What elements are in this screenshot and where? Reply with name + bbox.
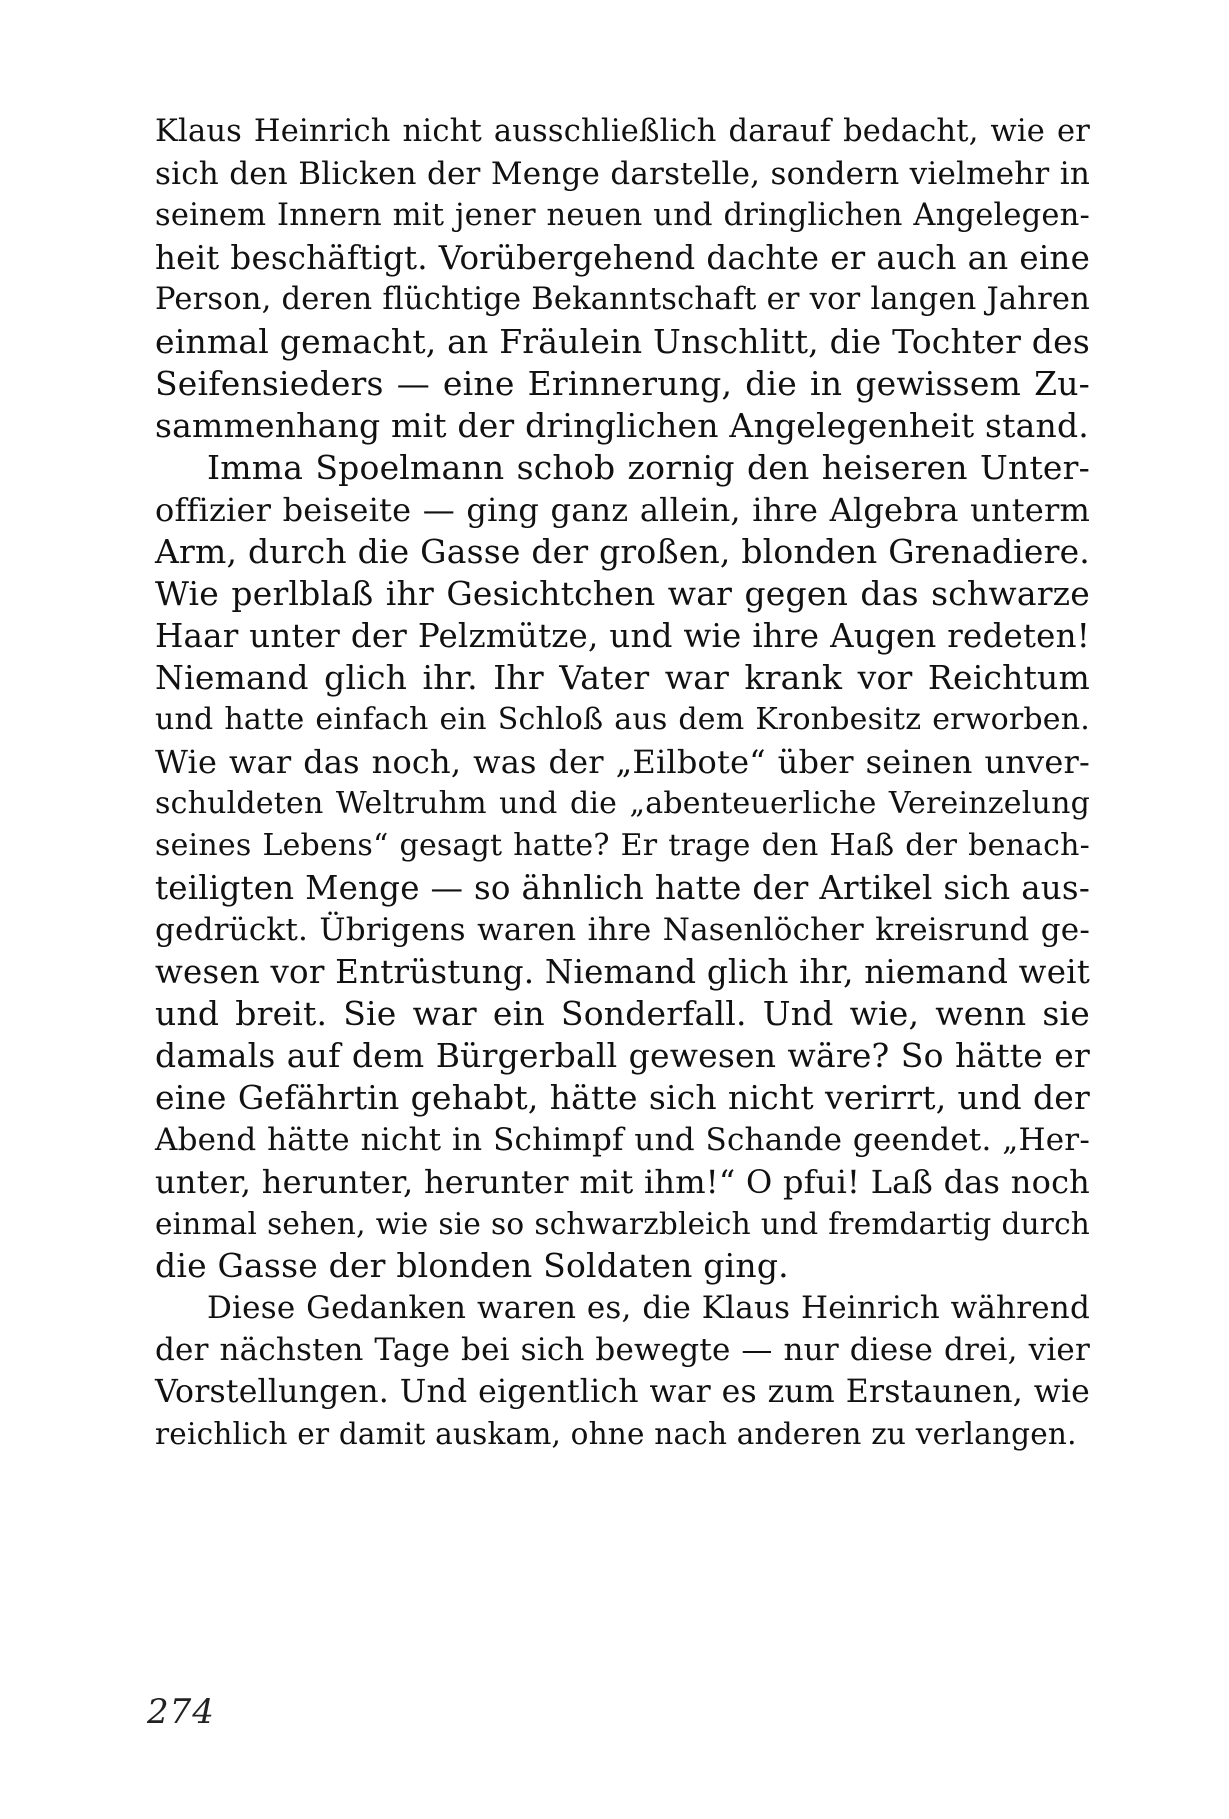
text-line: Person, deren flüchtige Bekanntschaft er vor langen Jahren <box>155 282 1090 317</box>
text-line: unter, herunter, herunter mit ihm!“ O pfui! Laß das noch <box>155 1163 1090 1201</box>
text-line: wesen vor Entrüstung. Niemand glich ihr, niemand weit <box>155 953 1090 991</box>
text-line: Wie war das noch, was der „Eilbote“ über seinen unver- <box>155 743 1090 781</box>
text-line: offizier beiseite — ging ganz allein, ihre Algebra unterm <box>155 491 1090 529</box>
text-line: reichlich er damit auskam, ohne nach anderen zu verlangen. <box>155 1417 1077 1451</box>
text-line: damals auf dem Bürgerball gewesen wäre? So hätte er <box>155 1036 1090 1075</box>
text-line: Diese Gedanken waren es, die Klaus Heinrich während <box>207 1290 1090 1326</box>
text-line: und breit. Sie war ein Sonderfall. Und wie, wenn sie <box>155 994 1090 1033</box>
text-line: Arm, durch die Gasse der großen, blonden Grenadiere. <box>155 532 1090 571</box>
text-line: einmal gemacht, an Fräulein Unschlitt, die Tochter des <box>155 322 1090 361</box>
text-line: Abend hätte nicht in Schimpf und Schande geendet. „Her- <box>155 1122 1090 1158</box>
text-line: Imma Spoelmann schob zornig den heiseren Unter- <box>207 448 1090 487</box>
text-line: schuldeten Weltruhm und die „abenteuerliche Vereinzelung <box>155 786 1090 821</box>
text-line: Vorstellungen. Und eigentlich war es zum Erstaunen, wie <box>155 1374 1090 1410</box>
text-line: heit beschäftigt. Vorübergehend dachte er auch an eine <box>155 239 1090 277</box>
text-line: und hatte einfach ein Schloß aus dem Kronbesitz erworben. <box>155 702 1090 737</box>
text-line: Haar unter der Pelzmütze, und wie ihre Augen redeten! <box>155 617 1090 655</box>
text-line: Seifensieders — eine Erinnerung, die in gewissem Zu- <box>155 364 1090 403</box>
text-line: der nächsten Tage bei sich bewegte — nur diese drei, vier <box>155 1332 1090 1368</box>
text-line: eine Gefährtin gehabt, hätte sich nicht verirrt, und der <box>155 1078 1090 1117</box>
text-line: Klaus Heinrich nicht ausschließlich darauf bedacht, wie er <box>155 114 1090 149</box>
text-line: Niemand glich ihr. Ihr Vater war krank vor Reichtum <box>155 658 1090 697</box>
text-line: sich den Blicken der Menge darstelle, sondern vielmehr in <box>155 156 1090 192</box>
text-line: seinem Innern mit jener neuen und dringlichen Angelegen- <box>155 198 1090 233</box>
text-line: seines Lebens“ gesagt hatte? Er trage den Haß der benach- <box>155 828 1090 863</box>
text-line: sammenhang mit der dringlichen Angelegenheit stand. <box>155 406 1089 445</box>
page-number: 274 <box>147 1692 215 1732</box>
text-line: gedrückt. Übrigens waren ihre Nasenlöcher kreisrund ge- <box>155 912 1090 948</box>
text-line: einmal sehen, wie sie so schwarzbleich und fremdartig durch <box>155 1207 1090 1241</box>
text-line: die Gasse der blonden Soldaten ging. <box>155 1246 789 1285</box>
text-line: teiligten Menge — so ähnlich hatte der Artikel sich aus- <box>155 869 1090 907</box>
text-line: Wie perlblaß ihr Gesichtchen war gegen das schwarze <box>155 574 1090 613</box>
